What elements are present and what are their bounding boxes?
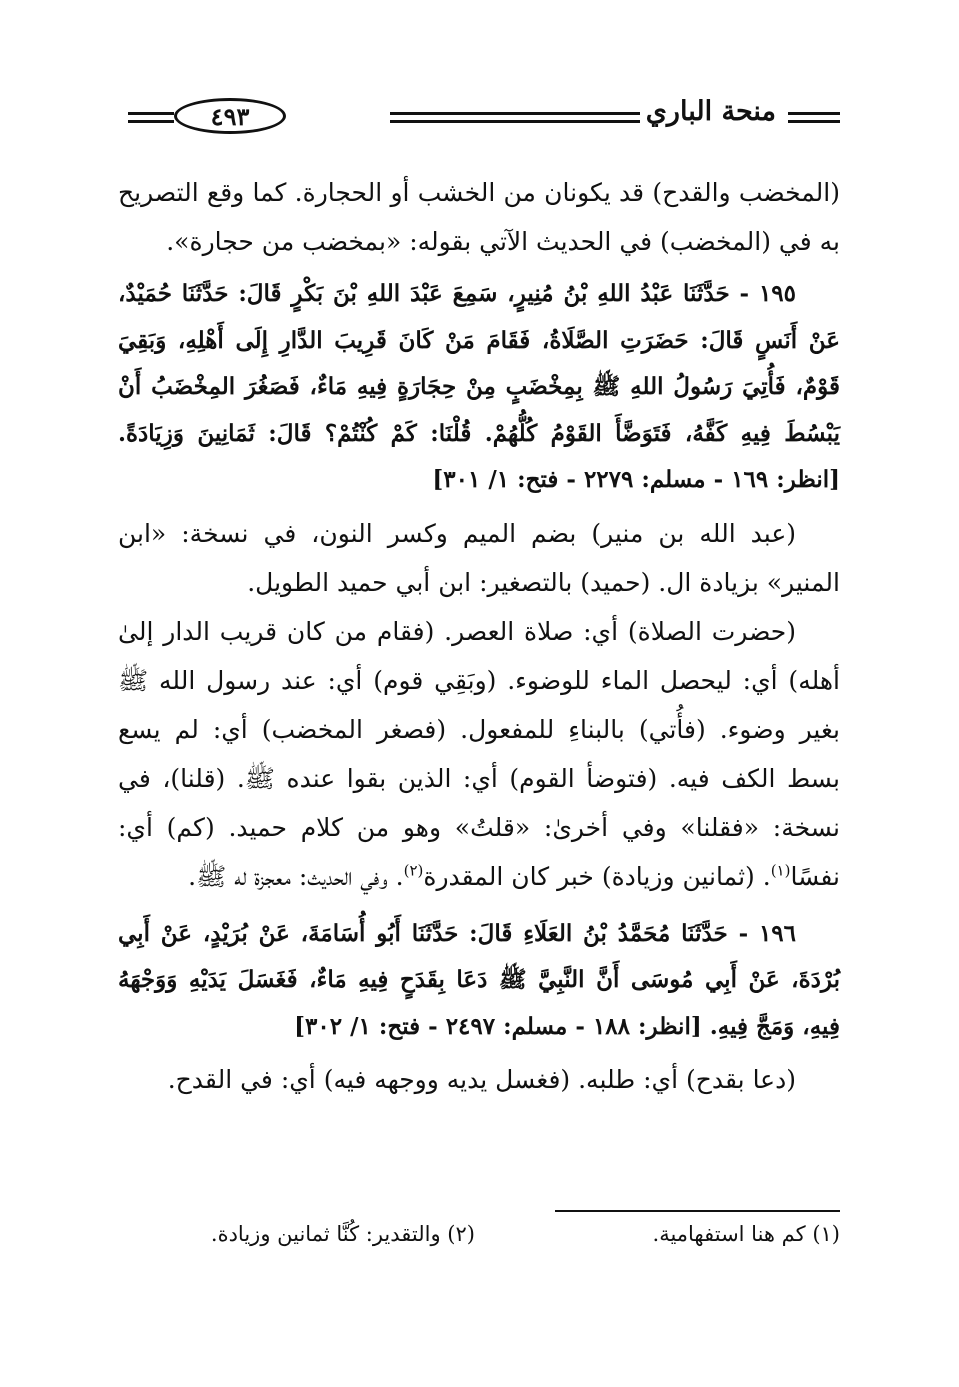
page-number-badge: [174, 98, 286, 134]
header-rule: [390, 120, 640, 123]
header-rule: [128, 112, 174, 115]
hadith-paragraph: ١٩٥ - حَدَّثَنَا عَبْدُ اللهِ بْنُ مُنِيرٍ، سَمِعَ عَبْدَ اللهِ بْنَ بَكْرٍ قَالَ: حَدَّثَنَا حُمَيْدٌ، عَنْ أَنَسٍ قَالَ: حَضَرَتِ الصَّلَاةُ، فَقَامَ مَنْ كَانَ قَرِيبَ الدَّارِ إِلَى أَهْلِهِ، وَبَقِيَ قَوْمٌ، فَأُتِيَ رَسُولُ اللهِ ﷺ بِمِخْضَبٍ مِنْ حِجَارَةٍ فِيهِ مَاءٌ، فَصَغُرَ المِخْضَبُ أَنْ يَبْسُطَ فِيهِ كَفَّهُ، فَتَوَضَّأَ القَوْمُ كُلُّهُمْ. قُلْنَا: كَمْ كُنْتُمْ؟ قَالَ: ثَمَانِينَ وَزِيَادَةً. [انظر: ١٦٩ - مسلم: ٢٢٧٩ - فتح: ١/ ٣٠١]: [118, 280, 840, 493]
footnotes: [118, 1222, 840, 1258]
book-title: منحة الباري: [645, 96, 776, 127]
header-rule: [128, 120, 174, 123]
header-rule: [788, 112, 840, 115]
footnote-2: (٢) والتقدير: كُنَّا ثمانين وزيادة.: [210, 1222, 475, 1246]
commentary-text: . (ثمانين وزيادة) خبر كان المقدرة: [423, 861, 771, 891]
commentary-paragraph: (دعا بقدح) أي: طلبه. (فغسل يديه ووجهه فيه) أي: في القدح.: [167, 1065, 796, 1094]
commentary-paragraph: [118, 607, 840, 901]
header-rule: [788, 120, 840, 123]
page-header: [128, 92, 840, 144]
commentary-paragraph: (المخضب والقدح) قد يكونان من الخشب أو الحجارة. كما وقع التصريح به في (المخضب) في الحديث الآتي بقوله: «بمخضب من حجارة».: [118, 178, 840, 256]
header-rule: [390, 112, 640, 115]
commentary-paragraph: (عبد الله بن منير) بضم الميم وكسر النون، في نسخة: «ابن المنير» بزيادة ال. (حميد) بالتصغير: ابن أبي حميد الطويل.: [118, 518, 840, 597]
footnote-ref[interactable]: (٢): [403, 861, 424, 880]
page-body: [118, 168, 840, 1104]
commentary-text: (حضرت الصلاة) أي: صلاة العصر. (فقام من كان قريب الدار إلىٰ أهله) أي: ليحصل الماء للوضوء. (وبَقِي قوم) أي: عند رسول الله ﷺ بغير وضوء. (فأُتي) بالبناءِ للمفعول. (فصغر المخضب) أي: لم يسع بسط الكف فيه. (فتوضأ القوم) أي: الذين بقوا عنده ﷺ. (قلنا)، في نسخة: «فقلنا» وفي أخرىٰ: «قلتُ» وهو من كلام حميد. (كم) أي: نفسًا: [118, 616, 840, 891]
footnote-separator: [555, 1210, 840, 1212]
commentary-text: . وفي الحديث: معجزة له ﷺ.: [188, 861, 404, 891]
footnote-ref[interactable]: (١): [770, 861, 791, 880]
footnote-1: (١) كم هنا استفهامية.: [652, 1222, 840, 1246]
page-number: ٤٩٣: [210, 101, 250, 131]
hadith-paragraph: ١٩٦ - حَدَّثَنَا مُحَمَّدُ بْنُ العَلَاءِ قَالَ: حَدَّثَنَا أَبُو أُسَامَةَ، عَنْ بُرَيْدٍ، عَنْ أَبِي بُرْدَةَ، عَنْ أَبِي مُوسَى أَنَّ النَّبِيَّ ﷺ دَعَا بِقَدَحٍ فِيهِ مَاءٌ، فَغَسَلَ يَدَيْهِ وَوَجْهَهُ فِيهِ، وَمَجَّ فِيهِ. [انظر: ١٨٨ - مسلم: ٢٤٩٧ - فتح: ١/ ٣٠٢]: [118, 919, 840, 1040]
